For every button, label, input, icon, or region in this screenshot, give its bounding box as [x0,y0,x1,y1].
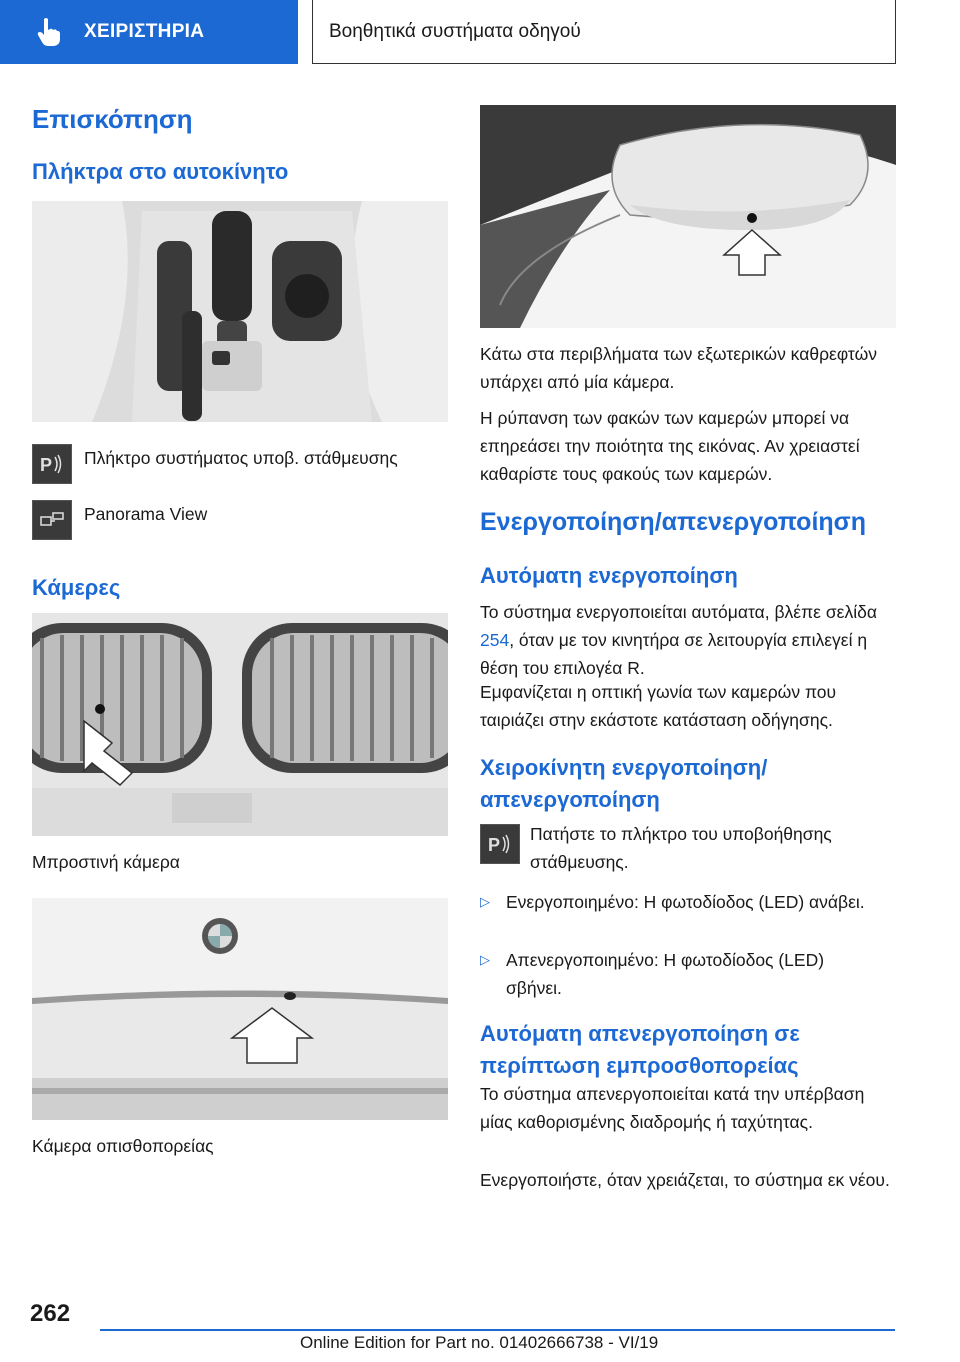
auto-deactivation-heading: Αυτόματη απενεργοποίηση σε περίπτωση εμπροσθοπορείας [480,1021,800,1078]
buttons-heading: Πλήκτρα στο αυτοκίνητο [32,159,289,184]
side-mirror-photo [480,105,896,328]
cameras-heading: Κάμερες [32,575,121,600]
edition-text: Online Edition for Part no. 01402666738 - VI/19 [300,1333,659,1352]
auto-activation-heading: Αυτόματη ενεργοποίηση [480,563,738,588]
svg-text:P: P [40,455,53,475]
manual-icon-text: Πατήστε το πλήκτρο του υποβοήθησης στάθμευσης. [530,824,832,872]
reactivate-text: Ενεργοποιήστε, όταν χρειάζεται, το σύστημα εκ νέου. [480,1170,890,1190]
view-text: Εμφανίζεται η οπτική γωνία των καμερών που ταιριάζει στην εκάστοτε κατάσταση οδήγησης. [480,682,837,730]
manual-activation-heading: Χειροκίνητη ενεργοποίηση/απενεργοποίηση [480,755,768,812]
chapter-header [312,0,896,64]
bullet-triangle-icon: ▷ [480,894,490,909]
rear-camera-photo [32,898,448,1120]
footer-divider [100,1329,895,1331]
mirror-camera-text: Κάτω στα περιβλήματα των εξωτερικών καθρεφτών υπάρχει από μία κάμερα. [480,344,878,392]
page-title: Επισκόπηση [32,104,193,134]
front-camera-caption: Μπροστινή κάμερα [32,852,180,872]
chapter-title: Βοηθητικά συστήματα οδηγού [329,20,581,42]
list-item: ▷ Ενεργοποιημένο: Η φωτοδίοδος (LED) ανάβει. [480,888,876,916]
park-assist-label: Πλήκτρο συστήματος υποβ. στάθμευσης [84,448,398,468]
panorama-view-label: Panorama View [84,504,208,524]
front-camera-photo [32,613,448,836]
rear-camera-caption: Κάμερα οπισθοπορείας [32,1136,214,1156]
panorama-view-icon [32,500,72,540]
bullet-triangle-icon: ▷ [480,952,490,967]
center-console-photo [32,201,448,422]
auto-deactivation-text: Το σύστημα απενεργοποιείται κατά την υπέρβαση μίας καθορισμένης διαδρομής ή ταχύτητας. [480,1084,865,1132]
section-tab-title: ΧΕΙΡΙΣΤΗΡΙΑ [84,21,205,42]
park-assist-button-icon [480,824,520,864]
lens-dirt-text: Η ρύπανση των φακών των καμερών μπορεί να επηρεάσει την ποιότητα της εικόνας. Αν χρειαστεί καθαρίστε τους φακούς των καμερών. [480,408,860,484]
svg-text:P: P [488,835,501,855]
page-link-254[interactable]: 254 [480,630,510,650]
auto-activation-text: Το σύστημα ενεργοποιείται αυτόματα, βλέπε σελίδα 254, όταν με τον κινητήρα σε λειτουργία επιλεγεί η θέση του επιλογέα R. [480,602,877,678]
section-tab[interactable] [0,0,298,64]
park-assist-button-icon [32,444,72,484]
list-item: ▷ Απενεργοποιημένο: Η φωτοδίοδος (LED) σβήνει. [480,946,876,1002]
activation-heading: Ενεργοποίηση/απενεργοποίηση [480,508,867,536]
hand-pointer-icon [36,17,62,47]
page-number: 262 [30,1300,71,1327]
